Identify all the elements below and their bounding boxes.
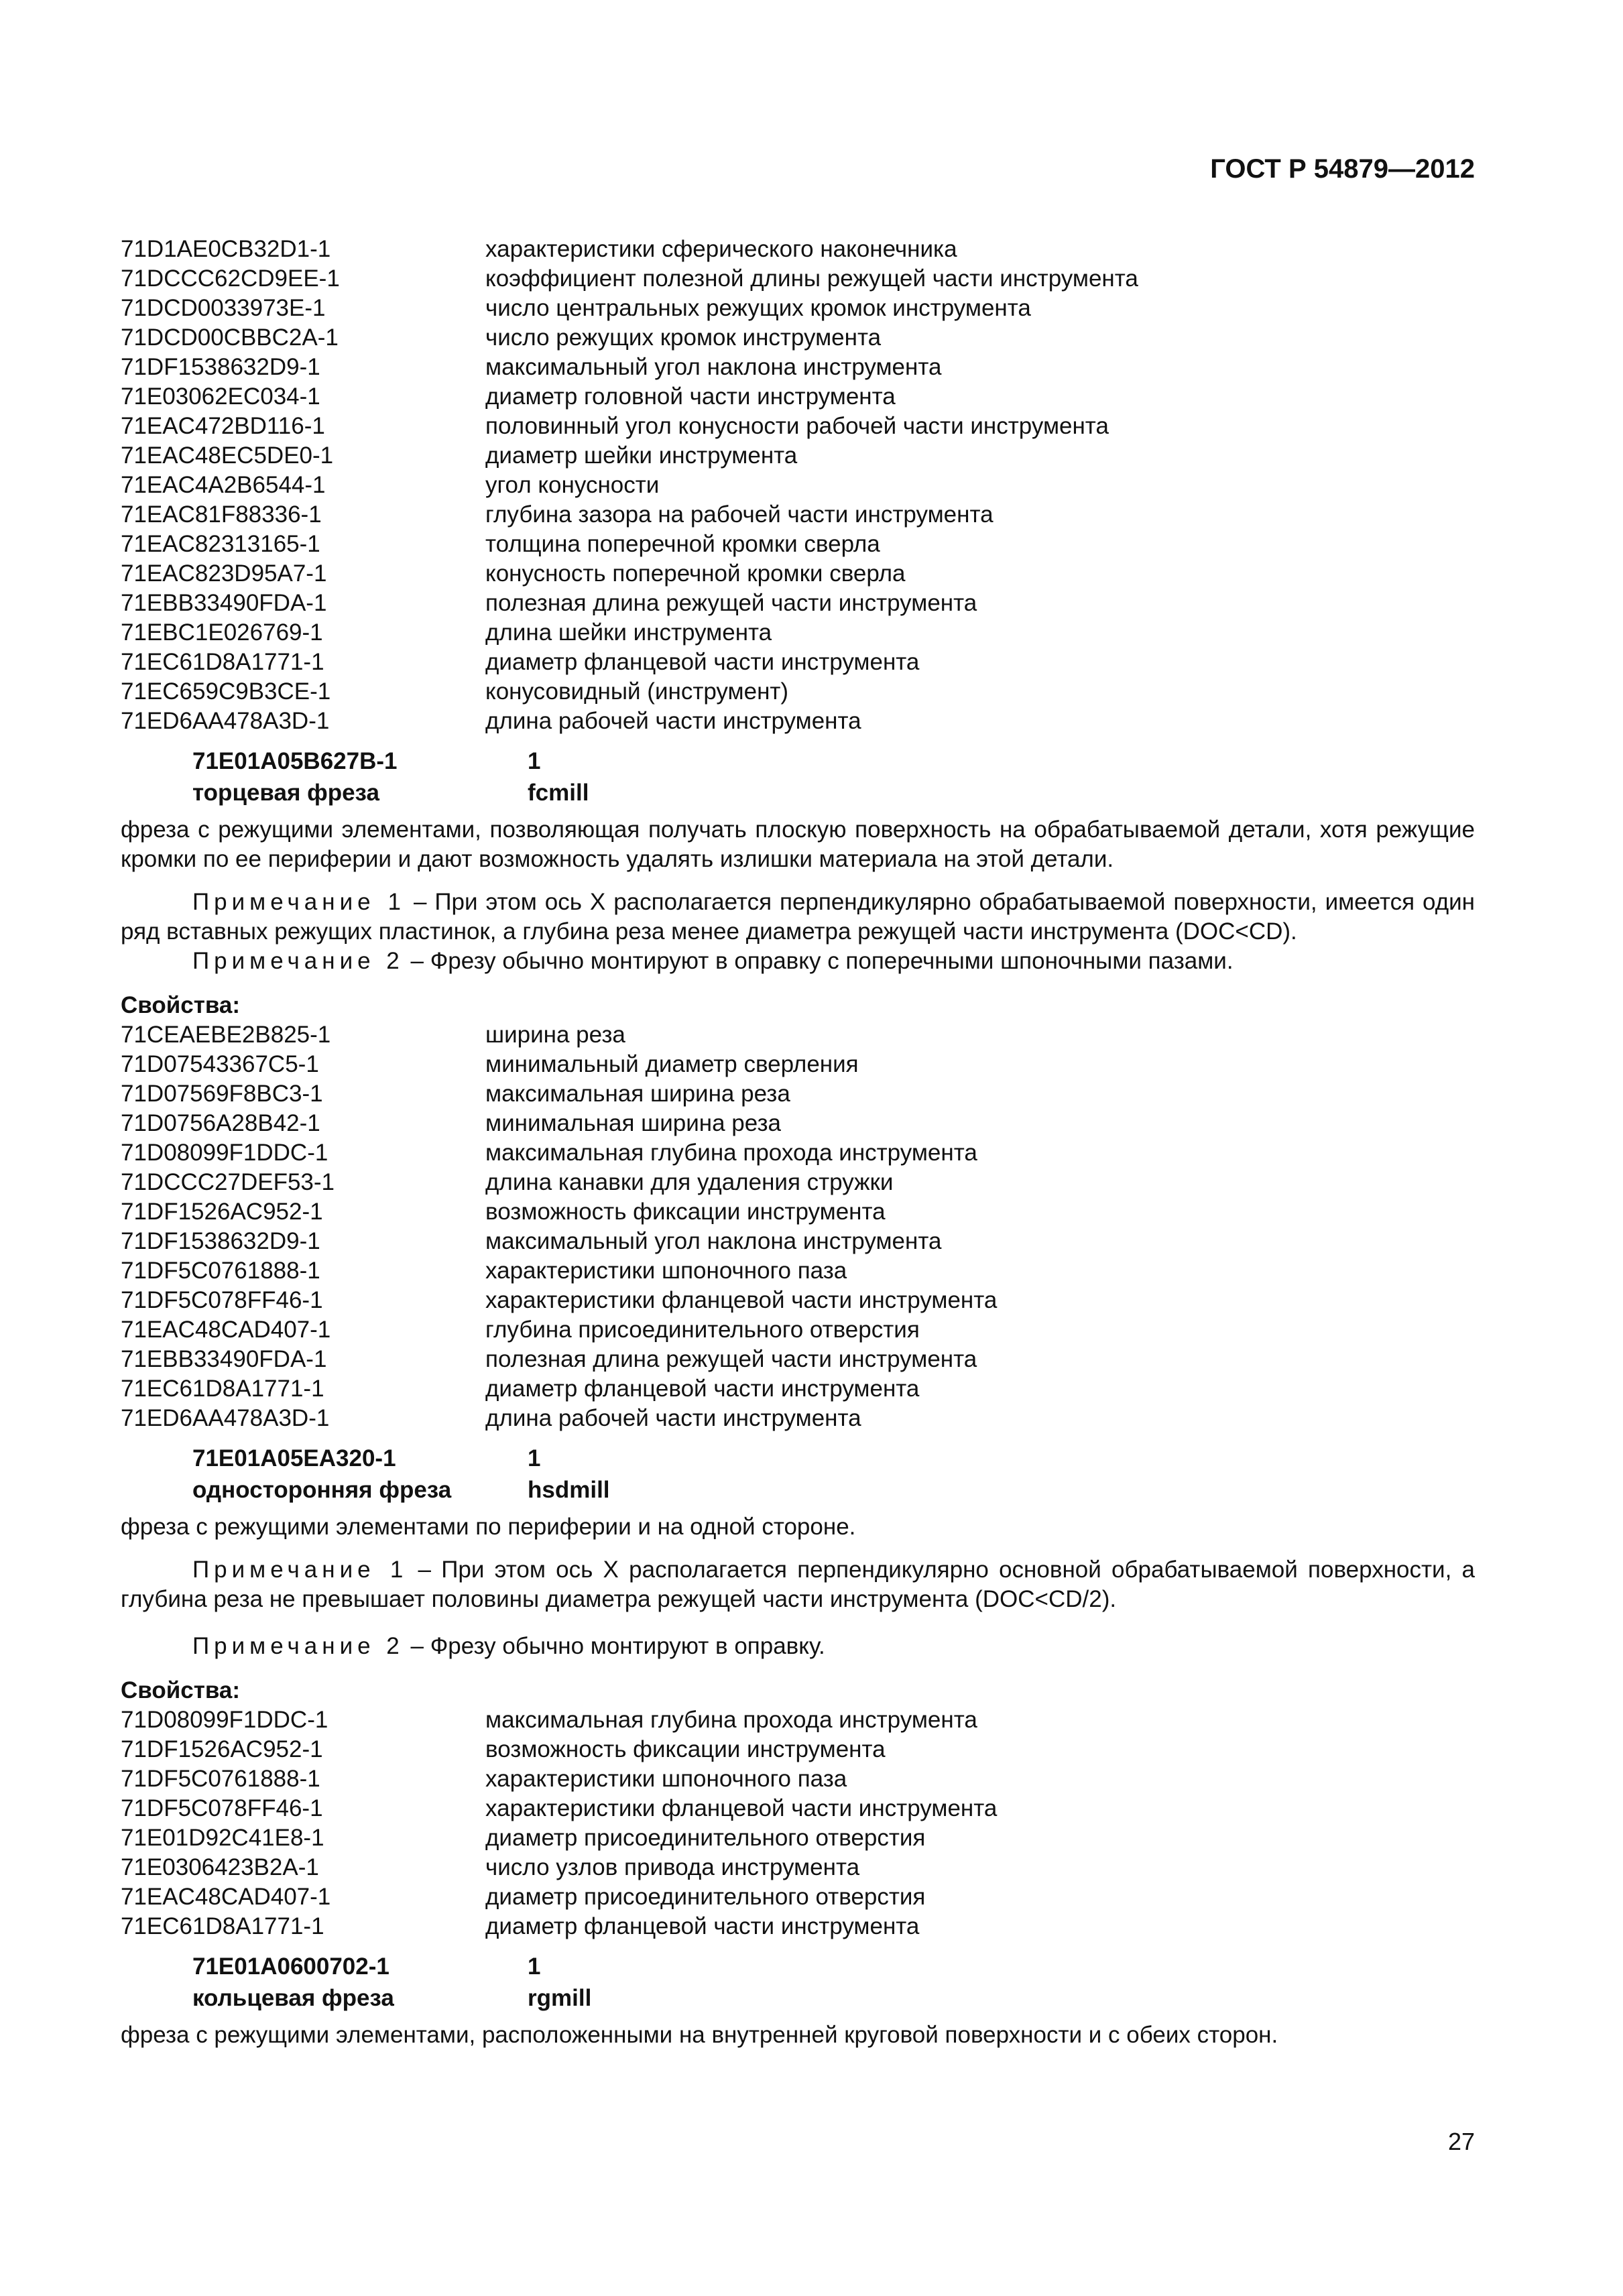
property-name: число узлов привода инструмента	[485, 1854, 860, 1880]
property-code: 71DF1538632D9-1	[121, 1228, 320, 1254]
property-code: 71EBB33490FDA-1	[121, 1346, 327, 1372]
page-number: 27	[1447, 2128, 1475, 2155]
property-code: 71DF5C078FF46-1	[121, 1287, 323, 1313]
property-code: 71D1AE0CB32D1-1	[121, 236, 331, 262]
property-row	[121, 264, 1475, 294]
property-code: 71DF1538632D9-1	[121, 354, 320, 380]
term-name: торцевая фреза	[192, 780, 379, 806]
property-code: 71EAC472BD116-1	[121, 413, 325, 439]
property-row	[121, 1345, 1475, 1374]
property-name: конусовидный (инструмент)	[485, 678, 789, 705]
property-list	[121, 1020, 1475, 1433]
property-name: коэффициент полезной длины режущей части инструмента	[485, 265, 1138, 292]
property-row	[121, 1374, 1475, 1404]
property-row	[121, 1404, 1475, 1433]
property-code: 71ED6AA478A3D-1	[121, 708, 330, 734]
property-row	[121, 1764, 1475, 1794]
property-name: глубина присоединительного отверстия	[485, 1317, 920, 1343]
property-row	[121, 589, 1475, 618]
property-row	[121, 500, 1475, 530]
property-code: 71DCCC27DEF53-1	[121, 1169, 335, 1195]
property-row	[121, 294, 1475, 323]
property-name: диаметр фланцевой части инструмента	[485, 649, 920, 675]
note-text: – При этом ось X располагается перпендикулярно обрабатываемой поверхности, имеется один ряд вставных режущих пластинок, а глубина реза менее диаметра режущей части инструмента (DOC<CD).	[121, 889, 1475, 945]
property-name: длина шейки инструмента	[485, 619, 772, 646]
property-code: 71EAC81F88336-1	[121, 501, 322, 528]
property-code: 71DF1526AC952-1	[121, 1736, 323, 1762]
property-name: глубина зазора на рабочей части инструмента	[485, 501, 994, 528]
term-definition: фреза с режущими элементами, позволяющая получать плоскую поверхность на обрабатываемой детали, хотя режущие кромки по ее периферии и дают возможность удалять излишки материала на этой детали.	[121, 817, 1475, 872]
property-name: максимальный угол наклона инструмента	[485, 354, 942, 380]
note-label: Примечание 2	[192, 948, 404, 974]
property-code: 71CEAEBE2B825-1	[121, 1022, 331, 1048]
property-code: 71EAC82313165-1	[121, 531, 320, 557]
property-row	[121, 441, 1475, 471]
note-label: Примечание 2	[192, 1633, 404, 1659]
property-row	[121, 1823, 1475, 1853]
property-code: 71EAC48EC5DE0-1	[121, 442, 334, 469]
property-code: 71EAC4A2B6544-1	[121, 472, 326, 498]
property-row	[121, 530, 1475, 559]
property-code: 71EC61D8A1771-1	[121, 1376, 324, 1402]
property-name: диаметр фланцевой части инструмента	[485, 1913, 920, 1939]
property-row	[121, 1138, 1475, 1168]
term-note	[121, 1555, 1475, 1614]
note-label: Примечание 1	[192, 1557, 408, 1583]
property-code: 71EAC823D95A7-1	[121, 560, 327, 587]
document-header: ГОСТ Р 54879—2012	[1210, 154, 1475, 184]
property-name: характеристики сферического наконечника	[485, 236, 957, 262]
term-code: 71E01A05EA320-1	[192, 1445, 396, 1471]
term-name: односторонняя фреза	[192, 1477, 452, 1503]
property-name: полезная длина режущей части инструмента	[485, 590, 977, 616]
property-row	[121, 235, 1475, 264]
property-row	[121, 677, 1475, 707]
property-name: характеристики шпоночного паза	[485, 1766, 847, 1792]
term-note	[121, 1632, 1475, 1661]
property-row	[121, 1794, 1475, 1823]
term-abbreviation: rgmill	[528, 1985, 592, 2011]
property-row	[121, 323, 1475, 353]
note-text: – Фрезу обычно монтируют в оправку с поперечными шпоночными пазами.	[404, 948, 1234, 974]
property-code: 71D07543367C5-1	[121, 1051, 319, 1077]
property-code: 71EC659C9B3CE-1	[121, 678, 331, 705]
term-note	[121, 888, 1475, 947]
property-code: 71E01D92C41E8-1	[121, 1825, 324, 1851]
property-row	[121, 1079, 1475, 1109]
property-code: 71E03062EC034-1	[121, 383, 320, 410]
property-row	[121, 1912, 1475, 1941]
property-code: 71EAC48CAD407-1	[121, 1317, 331, 1343]
property-name: минимальный диаметр сверления	[485, 1051, 859, 1077]
property-list-top	[121, 235, 1475, 736]
property-code: 71EAC48CAD407-1	[121, 1884, 331, 1910]
note-text: – Фрезу обычно монтируют в оправку.	[404, 1633, 825, 1659]
property-row	[121, 618, 1475, 648]
property-code: 71E0306423B2A-1	[121, 1854, 319, 1880]
property-row	[121, 559, 1475, 589]
property-row	[121, 648, 1475, 677]
property-row	[121, 471, 1475, 500]
property-code: 71DCCC62CD9EE-1	[121, 265, 340, 292]
property-name: максимальная глубина прохода инструмента	[485, 1140, 977, 1166]
property-name: длина рабочей части инструмента	[485, 1405, 861, 1431]
page-content	[121, 235, 1475, 2050]
note-label: Примечание 1	[192, 889, 406, 915]
property-name: максимальная глубина прохода инструмента	[485, 1707, 977, 1733]
property-name: возможность фиксации инструмента	[485, 1736, 886, 1762]
property-name: длина канавки для удаления стружки	[485, 1169, 894, 1195]
property-row	[121, 1853, 1475, 1882]
property-row	[121, 1050, 1475, 1079]
property-row	[121, 1735, 1475, 1764]
property-code: 71EBB33490FDA-1	[121, 590, 327, 616]
property-code: 71D07569F8BC3-1	[121, 1081, 323, 1107]
property-name: диаметр головной части инструмента	[485, 383, 896, 410]
property-name: половинный угол конусности рабочей части инструмента	[485, 413, 1109, 439]
property-name: конусность поперечной кромки сверла	[485, 560, 906, 587]
property-code: 71DCD0033973E-1	[121, 295, 326, 321]
property-code: 71D08099F1DDC-1	[121, 1140, 328, 1166]
property-code: 71DCD00CBBC2A-1	[121, 324, 339, 351]
property-name: диаметр присоединительного отверстия	[485, 1884, 926, 1910]
term-abbreviation: fcmill	[528, 780, 589, 806]
property-code: 71EC61D8A1771-1	[121, 649, 324, 675]
property-name: диаметр присоединительного отверстия	[485, 1825, 926, 1851]
property-row	[121, 1286, 1475, 1315]
property-name: возможность фиксации инструмента	[485, 1199, 886, 1225]
property-code: 71EC61D8A1771-1	[121, 1913, 324, 1939]
properties-heading: Свойства:	[121, 992, 241, 1018]
property-row	[121, 382, 1475, 412]
property-name: ширина реза	[485, 1022, 625, 1048]
property-code: 71EBC1E026769-1	[121, 619, 323, 646]
property-row	[121, 1020, 1475, 1050]
property-name: минимальная ширина реза	[485, 1110, 781, 1136]
term-definition: фреза с режущими элементами по периферии и на одной стороне.	[121, 1514, 856, 1540]
property-name: характеристики шпоночного паза	[485, 1258, 847, 1284]
property-code: 71DF5C0761888-1	[121, 1258, 320, 1284]
property-row	[121, 1168, 1475, 1197]
property-code: 71DF5C0761888-1	[121, 1766, 320, 1792]
property-name: полезная длина режущей части инструмента	[485, 1346, 977, 1372]
property-name: число режущих кромок инструмента	[485, 324, 882, 351]
property-row	[121, 1109, 1475, 1138]
property-row	[121, 1705, 1475, 1735]
property-row	[121, 1197, 1475, 1227]
property-name: диаметр фланцевой части инструмента	[485, 1376, 920, 1402]
term-heading	[192, 1951, 1475, 2014]
term-code: 71E01A05B627B-1	[192, 748, 398, 774]
note-text: – При этом ось X располагается перпендикулярно основной обрабатываемой поверхности, а глубина реза не превышает половины диаметра режущей части инструмента (DOC<CD/2).	[121, 1557, 1475, 1612]
term-code: 71E01A0600702-1	[192, 1953, 389, 1980]
property-row	[121, 1256, 1475, 1286]
property-row	[121, 412, 1475, 441]
property-name: характеристики фланцевой части инструмента	[485, 1287, 998, 1313]
term-abbreviation: hsdmill	[528, 1477, 610, 1503]
property-name: максимальный угол наклона инструмента	[485, 1228, 942, 1254]
property-name: максимальная ширина реза	[485, 1081, 790, 1107]
property-row	[121, 707, 1475, 736]
property-row	[121, 1227, 1475, 1256]
term-version: 1	[528, 1445, 541, 1471]
property-code: 71DF5C078FF46-1	[121, 1795, 323, 1821]
term-heading	[192, 745, 1475, 808]
property-name: толщина поперечной кромки сверла	[485, 531, 880, 557]
property-code: 71D0756A28B42-1	[121, 1110, 320, 1136]
property-list	[121, 1705, 1475, 1941]
property-name: число центральных режущих кромок инструмента	[485, 295, 1031, 321]
property-row	[121, 1315, 1475, 1345]
property-name: угол конусности	[485, 472, 660, 498]
properties-heading: Свойства:	[121, 1677, 241, 1703]
property-name: характеристики фланцевой части инструмента	[485, 1795, 998, 1821]
property-row	[121, 1882, 1475, 1912]
property-name: диаметр шейки инструмента	[485, 442, 798, 469]
property-code: 71ED6AA478A3D-1	[121, 1405, 330, 1431]
property-code: 71D08099F1DDC-1	[121, 1707, 328, 1733]
property-row	[121, 353, 1475, 382]
property-code: 71DF1526AC952-1	[121, 1199, 323, 1225]
term-name: кольцевая фреза	[192, 1985, 394, 2011]
term-note	[121, 947, 1475, 976]
term-definition: фреза с режущими элементами, расположенными на внутренней круговой поверхности и с обеих сторон.	[121, 2022, 1278, 2048]
property-name: длина рабочей части инструмента	[485, 708, 861, 734]
term-version: 1	[528, 748, 541, 774]
term-heading	[192, 1443, 1475, 1506]
term-version: 1	[528, 1953, 541, 1980]
